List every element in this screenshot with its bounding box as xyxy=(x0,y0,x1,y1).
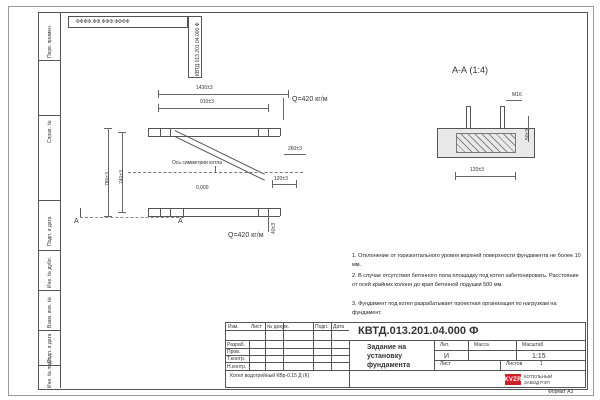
margin-label-4: Взам. инв. № xyxy=(47,297,53,328)
company-line-2: ЗАВОД РЭП xyxy=(524,379,550,385)
name-line-2: установку xyxy=(367,353,403,360)
company-line-1: КОТЕЛЬНЫЙ xyxy=(524,374,553,379)
dim-120s-line xyxy=(455,176,515,177)
dim-120-label: 120±3 xyxy=(274,176,288,182)
plate-4 xyxy=(268,128,269,136)
plan-beam-top-left xyxy=(148,128,149,136)
dim-120s-label: 120±3 xyxy=(470,167,484,173)
role-1: Пров. xyxy=(227,349,241,355)
tb-sheet-div xyxy=(500,360,501,370)
plate-7 xyxy=(258,208,259,216)
dim-1430-tick-r xyxy=(288,90,289,98)
tb-lms-div-2 xyxy=(516,340,517,360)
margin-label-1: Справ. № xyxy=(47,120,53,143)
col-header-0: Изм. xyxy=(228,324,239,330)
top-stamp-text: ФФФФ.ФФ.ФФФ.ФФФФ xyxy=(76,19,130,25)
dim-50-label: 50±3 xyxy=(525,128,531,140)
format-note: Формат А3 xyxy=(548,389,574,395)
section-bolt-left-top xyxy=(466,106,471,107)
dim-40-label: 40±3 xyxy=(271,222,277,234)
name-line-3: фундамента xyxy=(367,362,411,369)
col-header-1: Лист xyxy=(251,324,262,330)
sheets-header: Листов xyxy=(506,361,523,367)
load-top-label: Q=420 кг/м xyxy=(292,96,328,103)
section-bolt-right-b xyxy=(504,106,505,128)
dim-740-tick-t xyxy=(118,132,126,133)
dim-1430-label: 1430±3 xyxy=(196,85,213,91)
mass-header: Масса xyxy=(474,342,489,348)
section-mark-left: А xyxy=(74,218,79,225)
plan-beam-top-right xyxy=(280,128,281,136)
plan-beam-top-upper xyxy=(148,128,280,129)
tb-desig-divider xyxy=(225,340,586,341)
dim-740-tick-b xyxy=(118,212,126,213)
margin-label-3: Инв. № дубл. xyxy=(47,257,53,288)
name-line-1: Задание на xyxy=(367,344,407,351)
plate-3 xyxy=(258,128,259,136)
tb-lms-div-1 xyxy=(468,340,469,360)
margin-divider-1 xyxy=(60,12,61,388)
plate-6 xyxy=(170,208,171,216)
product-name: Котел водогрейный КВр-0,15 Д (К) xyxy=(230,373,310,379)
margin-tick-5 xyxy=(38,290,60,291)
sheet-header: Лист xyxy=(440,361,451,367)
dim-260-line xyxy=(284,154,306,155)
section-hatched-plate xyxy=(456,133,516,153)
stage-header: Лит. xyxy=(440,342,450,348)
bolt-label: М16 xyxy=(512,92,522,98)
tb-col-divider-1 xyxy=(349,340,350,388)
dim-120-tick-l xyxy=(272,180,273,188)
margin-label-0: Перв. примен. xyxy=(47,24,53,58)
margin-tick-6 xyxy=(38,330,60,331)
axis-label: Ось симметрии котла xyxy=(172,160,223,166)
col-header-3: Подп. xyxy=(315,324,329,330)
company-logo-mark: KVZR xyxy=(505,374,521,385)
plan-beam-top-lower xyxy=(148,136,280,137)
tb-sheet-divider-2 xyxy=(434,370,586,371)
dim-740-label: 740±3 xyxy=(119,170,125,184)
tb-product-divider xyxy=(225,370,434,371)
section-bolt-right-a xyxy=(500,106,501,128)
dim-910-line xyxy=(158,108,268,109)
role-0: Разраб. xyxy=(227,342,246,348)
company-logo-text xyxy=(524,374,552,385)
axis-leader xyxy=(215,166,216,173)
col-header-2: № докум. xyxy=(267,324,289,330)
load-top-leader xyxy=(283,98,284,120)
margin-tick-1 xyxy=(38,60,60,61)
dim-1430-line xyxy=(158,94,288,95)
section-bolt-left-b xyxy=(470,106,471,128)
dim-910-tick-l xyxy=(158,104,159,112)
load-bottom-label: Q=420 кг/м xyxy=(228,232,264,239)
top-code-text: КВТД.013.201.04.000 Ф xyxy=(195,22,201,76)
section-mark-right: А xyxy=(178,218,183,225)
dim-910-tick-r xyxy=(268,104,269,112)
plate-1 xyxy=(160,128,161,136)
company-logo xyxy=(505,374,552,385)
dim-120s-tick-l xyxy=(455,172,456,180)
dim-910-label: 910±3 xyxy=(200,99,214,105)
tb-rev-header-divider xyxy=(225,330,349,331)
plate-5 xyxy=(160,208,161,216)
margin-tick-2 xyxy=(38,115,60,116)
margin-tick-4 xyxy=(38,250,60,251)
note-1: 1. Отклонение от горизонтального уровня верхней поверхности фундамента не более 10 мм. xyxy=(352,253,581,268)
scale-header: Масштаб xyxy=(522,342,544,348)
sheets-value: 1 xyxy=(540,361,543,367)
dim-120-line xyxy=(272,184,296,185)
plan-beam-bottom-right xyxy=(280,208,281,216)
bolt-leader xyxy=(506,100,522,101)
zero-level-label: 0,000 xyxy=(196,185,209,191)
dim-120-tick-r xyxy=(296,180,297,188)
note-3: 3. Фундамент под котел разрабатывает проектная организация по нагрузкам на фундамент. xyxy=(352,301,557,316)
tb-col-divider-2 xyxy=(434,340,435,370)
plan-beam-bottom-upper xyxy=(148,208,280,209)
section-bolt-right-top xyxy=(500,106,505,107)
tb-lms-divider xyxy=(434,350,586,351)
tb-rev-row-3 xyxy=(225,362,349,363)
scale-value: 1:15 xyxy=(532,353,546,360)
role-2: Т.контр. xyxy=(227,356,246,362)
note-2: 2. В случае отсутствия бетонного пола площадку под котел забетонировать. Расстояние от осей крайних колонн до края бетонной подушки 500 мм. xyxy=(352,273,579,288)
section-bolt-left-a xyxy=(466,106,467,128)
plate-8 xyxy=(268,208,269,216)
dim-40-line xyxy=(268,216,269,232)
col-header-4: Дата xyxy=(333,324,345,330)
margin-label-5: Подп. и дата xyxy=(47,333,53,363)
role-4: Н.контр. xyxy=(227,364,247,370)
margin-tick-3 xyxy=(38,200,60,201)
section-title: А-А (1:4) xyxy=(452,65,489,75)
tb-rev-row-1 xyxy=(225,348,349,349)
plate-2 xyxy=(170,128,171,136)
dim-1430-tick-l xyxy=(158,90,159,98)
dim-120s-tick-r xyxy=(515,172,516,180)
margin-label-6: Инв. № подл. xyxy=(47,356,53,388)
dim-780-tick-t xyxy=(104,128,112,129)
plan-beam-bottom-left xyxy=(148,208,149,216)
margin-label-2: Подп. и дата xyxy=(47,216,53,246)
dim-780-label: 780±3 xyxy=(105,172,111,186)
dim-260-label: 260±3 xyxy=(288,146,302,152)
designation: КВТД.013.201.04.000 Ф xyxy=(358,325,479,337)
section-cut-line xyxy=(80,217,184,218)
stage-value: И xyxy=(444,353,450,360)
